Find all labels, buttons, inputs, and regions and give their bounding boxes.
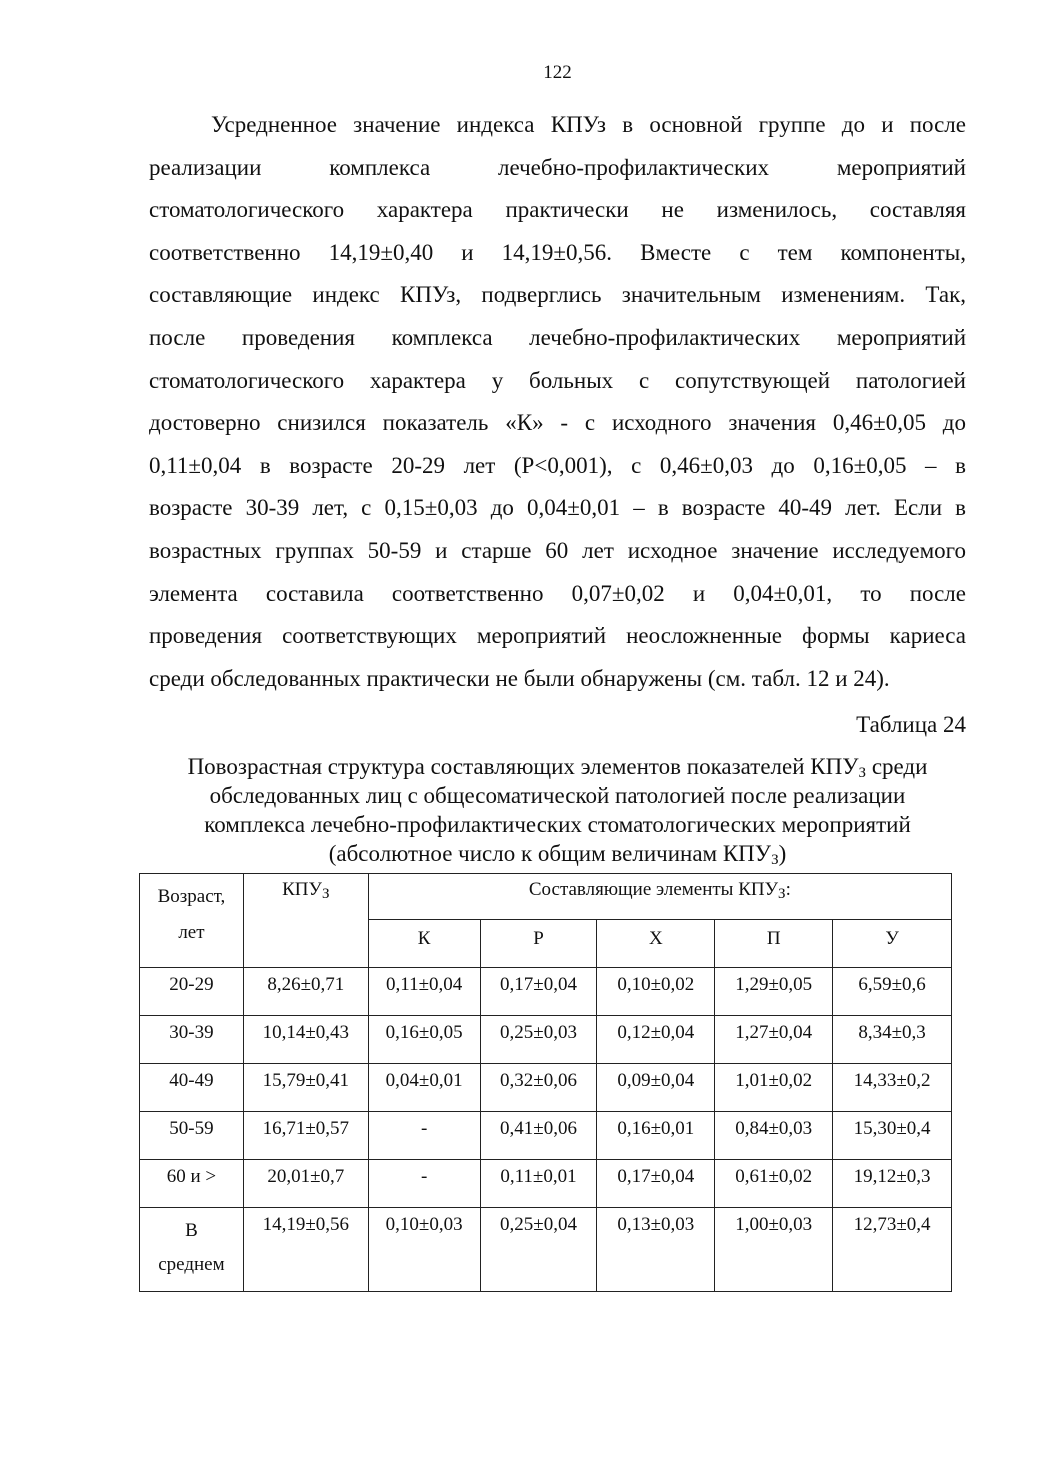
- table-row: [140, 1160, 952, 1208]
- cell-r: 0,25±0,04: [480, 1208, 597, 1292]
- cell-kpu: 10,14±0,43: [243, 1016, 368, 1064]
- data-table: [139, 873, 952, 1292]
- paragraph-line: элемента составила соответственно 0,07±0,02 и 0,04±0,01, то после: [149, 580, 966, 606]
- cell-age: 50-59: [140, 1112, 244, 1160]
- header-age: [140, 874, 244, 968]
- cell-age-line: среднем: [158, 1254, 225, 1275]
- cell-u: 8,34±0,3: [833, 1016, 952, 1064]
- paragraph-line: достоверно снизился показатель «К» - с исходного значения 0,46±0,05 до: [149, 410, 966, 436]
- subheader-u: У: [833, 920, 952, 968]
- body-paragraph: [149, 104, 966, 700]
- cell-age: 60 и >: [140, 1160, 244, 1208]
- table-caption: [140, 752, 975, 868]
- cell-u: 6,59±0,6: [833, 968, 952, 1016]
- paragraph-line: проведения соответствующих мероприятий неосложненные формы кариеса: [149, 623, 966, 649]
- cell-u: 12,73±0,4: [833, 1208, 952, 1292]
- cell-kpu: 14,19±0,56: [243, 1208, 368, 1292]
- paragraph-line: среди обследованных практически не были обнаружены (см. табл. 12 и 24).: [149, 665, 890, 691]
- caption-text: ): [778, 841, 787, 866]
- cell-h: 0,12±0,04: [597, 1016, 715, 1064]
- header-age-line: лет: [178, 922, 205, 943]
- paragraph-line: после проведения комплекса лечебно-профилактических мероприятий: [149, 324, 966, 350]
- caption-text: (абсолютное число к общим величинам КПУ: [328, 841, 772, 866]
- cell-r: 0,11±0,01: [480, 1160, 597, 1208]
- paragraph-line: соответственно 14,19±0,40 и 14,19±0,56. Вместе с тем компоненты,: [149, 239, 966, 265]
- table-row-average: [140, 1208, 952, 1292]
- cell-age: 20-29: [140, 968, 244, 1016]
- paragraph-line: составляющие индекс КПУз, подверглись значительным изменениям. Так,: [149, 282, 966, 308]
- cell-h: 0,17±0,04: [597, 1160, 715, 1208]
- table-header-row: [140, 874, 952, 920]
- paragraph-line: возрастных группах 50-59 и старше 60 лет исходное значение исследуемого: [149, 537, 966, 563]
- cell-p: 1,27±0,04: [715, 1016, 833, 1064]
- cell-h: 0,10±0,02: [597, 968, 715, 1016]
- cell-p: 1,01±0,02: [715, 1064, 833, 1112]
- cell-u: 15,30±0,4: [833, 1112, 952, 1160]
- header-kpu: [243, 874, 368, 968]
- cell-age: [140, 1208, 244, 1292]
- cell-age: 40-49: [140, 1064, 244, 1112]
- cell-kpu: 15,79±0,41: [243, 1064, 368, 1112]
- cell-r: 0,17±0,04: [480, 968, 597, 1016]
- cell-p: 0,61±0,02: [715, 1160, 833, 1208]
- paragraph-line: стоматологического характера у больных с сопутствующей патологией: [149, 367, 966, 393]
- caption-line: [140, 752, 975, 781]
- caption-subscript: З: [858, 765, 867, 781]
- caption-line: комплекса лечебно-профилактических стоматологических мероприятий: [204, 812, 911, 837]
- paragraph-line: Усредненное значение индекса КПУз в основной группе до и после: [211, 112, 966, 137]
- header-components-text: :: [785, 879, 791, 900]
- cell-k: -: [368, 1112, 480, 1160]
- table-label: Таблица 24: [856, 712, 966, 737]
- header-kpu-text: КПУ: [282, 879, 322, 900]
- cell-k: -: [368, 1160, 480, 1208]
- caption-text: Повозрастная структура составляющих элементов показателей КПУ: [187, 754, 859, 779]
- subheader-r: Р: [480, 920, 597, 968]
- paragraph-line: 0,11±0,04 в возрасте 20-29 лет (Р<0,001), с 0,46±0,03 до 0,16±0,05 – в: [149, 452, 966, 478]
- header-components: [368, 874, 951, 920]
- table-row: [140, 1112, 952, 1160]
- cell-kpu: 8,26±0,71: [243, 968, 368, 1016]
- table-row: [140, 1064, 952, 1112]
- cell-kpu: 16,71±0,57: [243, 1112, 368, 1160]
- header-kpu-subscript: З: [321, 886, 330, 902]
- caption-subscript: З: [771, 852, 779, 868]
- subheader-h: Х: [597, 920, 715, 968]
- table-row: [140, 968, 952, 1016]
- header-components-text: Составляющие элементы КПУ: [528, 879, 779, 900]
- subheader-k: К: [368, 920, 480, 968]
- paragraph-line: реализации комплекса лечебно-профилактических мероприятий: [149, 154, 966, 180]
- cell-p: 1,00±0,03: [715, 1208, 833, 1292]
- cell-k: 0,11±0,04: [368, 968, 480, 1016]
- page-number: 122: [543, 62, 572, 83]
- cell-k: 0,16±0,05: [368, 1016, 480, 1064]
- caption-line: [140, 839, 975, 868]
- cell-h: 0,13±0,03: [597, 1208, 715, 1292]
- cell-kpu: 20,01±0,7: [243, 1160, 368, 1208]
- subheader-p: П: [715, 920, 833, 968]
- cell-p: 1,29±0,05: [715, 968, 833, 1016]
- cell-h: 0,16±0,01: [597, 1112, 715, 1160]
- cell-r: 0,25±0,03: [480, 1016, 597, 1064]
- cell-r: 0,32±0,06: [480, 1064, 597, 1112]
- cell-r: 0,41±0,06: [480, 1112, 597, 1160]
- cell-p: 0,84±0,03: [715, 1112, 833, 1160]
- caption-text: среди: [866, 754, 928, 779]
- paragraph-line: стоматологического характера практически не изменилось, составляя: [149, 197, 966, 223]
- cell-u: 14,33±0,2: [833, 1064, 952, 1112]
- cell-k: 0,10±0,03: [368, 1208, 480, 1292]
- cell-age-line: В: [185, 1220, 198, 1241]
- table-row: [140, 1016, 952, 1064]
- cell-h: 0,09±0,04: [597, 1064, 715, 1112]
- cell-age: 30-39: [140, 1016, 244, 1064]
- paragraph-line: возрасте 30-39 лет, с 0,15±0,03 до 0,04±0,01 – в возрасте 40-49 лет. Если в: [149, 495, 966, 521]
- caption-line: обследованных лиц с общесоматической патологией после реализации: [209, 783, 906, 808]
- header-components-subscript: З: [778, 886, 786, 902]
- cell-k: 0,04±0,01: [368, 1064, 480, 1112]
- cell-u: 19,12±0,3: [833, 1160, 952, 1208]
- header-age-line: Возраст,: [157, 886, 226, 907]
